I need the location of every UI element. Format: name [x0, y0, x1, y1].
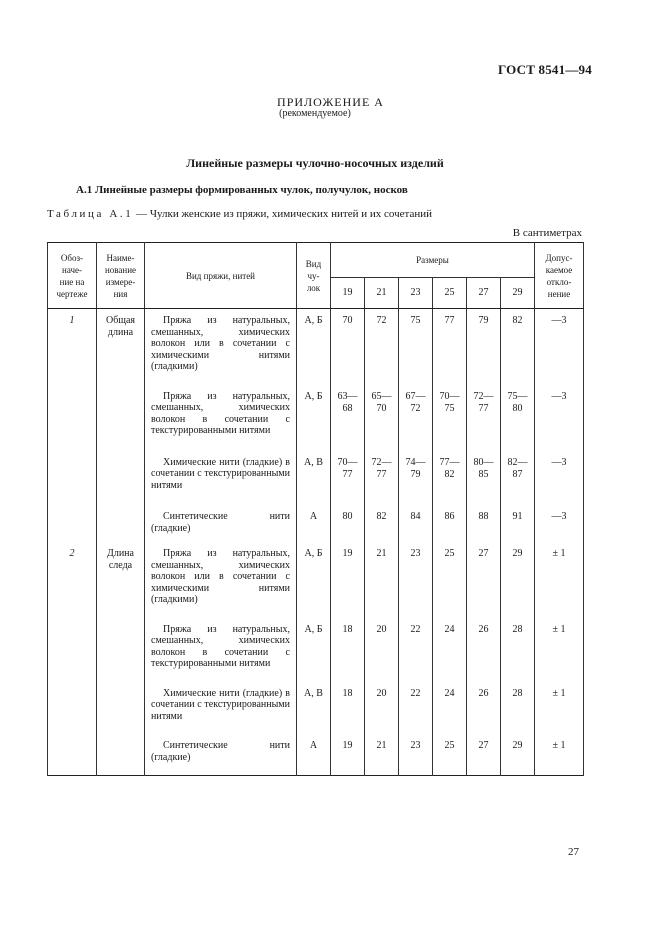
- designation-cell: 1: [48, 309, 97, 373]
- size-value-cell: 21: [365, 722, 399, 776]
- header-designation: Обоз- наче- ние на чертеже: [48, 243, 97, 309]
- size-value-cell: 19: [331, 722, 365, 776]
- tolerance-cell: ± 1: [535, 722, 584, 776]
- measurement-name-cell: [97, 606, 145, 670]
- size-value-cell: 72— 77: [365, 437, 399, 492]
- size-value-cell: 26: [467, 606, 501, 670]
- size-value-cell: 72— 77: [467, 373, 501, 437]
- table-caption-text: — Чулки женские из пряжи, химических нитей и их сочетаний: [133, 208, 433, 220]
- size-value-cell: 70: [331, 309, 365, 373]
- size-value-cell: 82— 87: [501, 437, 535, 492]
- measurement-name-cell: [97, 491, 145, 534]
- size-value-cell: 22: [399, 670, 433, 723]
- header-size-27: 27: [467, 278, 501, 309]
- size-value-cell: 22: [399, 606, 433, 670]
- yarn-type-cell: [145, 491, 297, 534]
- size-value-cell: 75: [399, 309, 433, 373]
- size-value-cell: 27: [467, 722, 501, 776]
- size-value-cell: 67— 72: [399, 373, 433, 437]
- header-size-25: 25: [433, 278, 467, 309]
- size-value-cell: 80— 85: [467, 437, 501, 492]
- size-value-cell: 86: [433, 491, 467, 534]
- measurement-name-cell: [97, 722, 145, 776]
- sizes-table: [47, 242, 584, 776]
- measurement-name-cell: [97, 437, 145, 492]
- units-note: В сантиметрах: [512, 227, 582, 239]
- yarn-type-cell: [145, 437, 297, 492]
- table-caption-lead: Таблица А.1: [47, 208, 134, 220]
- table-row: [48, 373, 584, 437]
- size-value-cell: 19: [331, 534, 365, 606]
- yarn-type-cell: [145, 606, 297, 670]
- header-size-29: 29: [501, 278, 535, 309]
- yarn-type-text: Химические нити (гладкие) в сочетании с текстурированными нитями: [151, 687, 290, 722]
- size-value-cell: 77: [433, 309, 467, 373]
- designation-cell: [48, 491, 97, 534]
- header-yarn: Вид пряжи, нитей: [145, 243, 297, 309]
- tolerance-cell: ± 1: [535, 534, 584, 606]
- designation-cell: 2: [48, 534, 97, 606]
- table-row: [48, 606, 584, 670]
- stocking-kind-cell: А: [297, 491, 331, 534]
- table-row: [48, 309, 584, 373]
- yarn-type-text: Пряжа из натуральных, смешанных, химических волокон или в сочетании с химическими нитями (гладкими): [151, 548, 290, 605]
- header-tolerance: Допус- каемое откло- нение: [535, 243, 584, 309]
- section-heading: А.1 Линейные размеры формированных чулок, получулок, носков: [76, 184, 408, 196]
- annex-subtitle: (рекомендуемое): [279, 108, 351, 119]
- yarn-type-cell: [145, 309, 297, 373]
- stocking-kind-cell: А, Б: [297, 534, 331, 606]
- yarn-type-text: Химические нити (гладкие) в сочетании с текстурированными нитями: [151, 456, 290, 491]
- header-size-21: 21: [365, 278, 399, 309]
- measurement-name-cell: [97, 373, 145, 437]
- size-value-cell: 82: [501, 309, 535, 373]
- table-row: [48, 437, 584, 492]
- measurement-name-cell: Длина следа: [97, 534, 145, 606]
- stocking-kind-cell: А, Б: [297, 309, 331, 373]
- size-value-cell: 72: [365, 309, 399, 373]
- stocking-kind-cell: А, В: [297, 437, 331, 492]
- designation-cell: [48, 437, 97, 492]
- tolerance-cell: —3: [535, 373, 584, 437]
- table-row: [48, 534, 584, 606]
- size-value-cell: 91: [501, 491, 535, 534]
- stocking-kind-cell: А, Б: [297, 373, 331, 437]
- yarn-type-text: Пряжа из натуральных, смешанных, химических волокон в сочетании с текстурированными нитями: [151, 623, 290, 669]
- size-value-cell: 29: [501, 722, 535, 776]
- designation-cell: [48, 606, 97, 670]
- stocking-kind-cell: А, Б: [297, 606, 331, 670]
- header-name: Наиме- нование измере- ния: [97, 243, 145, 309]
- tolerance-cell: ± 1: [535, 670, 584, 723]
- size-value-cell: 74— 79: [399, 437, 433, 492]
- tolerance-cell: —3: [535, 491, 584, 534]
- yarn-type-text: Синтетические нити (гладкие): [151, 511, 290, 534]
- size-value-cell: 63— 68: [331, 373, 365, 437]
- tolerance-cell: —3: [535, 309, 584, 373]
- yarn-type-text: Синтетические нити (гладкие): [151, 740, 290, 763]
- designation-cell: [48, 670, 97, 723]
- appendix-heading: Линейные размеры чулочно-носочных изделий: [186, 156, 444, 170]
- yarn-type-cell: [145, 722, 297, 776]
- page-number: 27: [568, 846, 579, 858]
- stocking-kind-cell: А, В: [297, 670, 331, 723]
- size-value-cell: 25: [433, 722, 467, 776]
- size-value-cell: 26: [467, 670, 501, 723]
- size-value-cell: 20: [365, 670, 399, 723]
- size-value-cell: 24: [433, 606, 467, 670]
- size-value-cell: 88: [467, 491, 501, 534]
- yarn-type-cell: [145, 534, 297, 606]
- yarn-type-cell: [145, 670, 297, 723]
- size-value-cell: 28: [501, 670, 535, 723]
- size-value-cell: 70— 77: [331, 437, 365, 492]
- header-size-23: 23: [399, 278, 433, 309]
- header-kind: Вид чу- лок: [297, 243, 331, 309]
- designation-cell: [48, 722, 97, 776]
- size-value-cell: 70— 75: [433, 373, 467, 437]
- stocking-kind-cell: А: [297, 722, 331, 776]
- size-value-cell: 75— 80: [501, 373, 535, 437]
- size-value-cell: 20: [365, 606, 399, 670]
- table-row: [48, 722, 584, 776]
- header-size-19: 19: [331, 278, 365, 309]
- size-value-cell: 25: [433, 534, 467, 606]
- size-value-cell: 21: [365, 534, 399, 606]
- tolerance-cell: —3: [535, 437, 584, 492]
- table-row: [48, 670, 584, 723]
- yarn-type-text: Пряжа из натуральных, смешанных, химических волокон в сочетании с текстурированными нитями: [151, 390, 290, 436]
- measurement-name-cell: Общая длина: [97, 309, 145, 373]
- size-value-cell: 28: [501, 606, 535, 670]
- size-value-cell: 65— 70: [365, 373, 399, 437]
- size-value-cell: 18: [331, 670, 365, 723]
- designation-cell: [48, 373, 97, 437]
- table-row: [48, 491, 584, 534]
- size-value-cell: 23: [399, 722, 433, 776]
- size-value-cell: 79: [467, 309, 501, 373]
- size-value-cell: 82: [365, 491, 399, 534]
- size-value-cell: 80: [331, 491, 365, 534]
- size-value-cell: 84: [399, 491, 433, 534]
- size-value-cell: 29: [501, 534, 535, 606]
- yarn-type-text: Пряжа из натуральных, смешанных, химических волокон или в сочетании с химическими нитями (гладкими): [151, 315, 290, 372]
- size-value-cell: 18: [331, 606, 365, 670]
- header-sizes: Размеры: [331, 243, 535, 278]
- measurement-name-cell: [97, 670, 145, 723]
- size-value-cell: 27: [467, 534, 501, 606]
- size-value-cell: 23: [399, 534, 433, 606]
- yarn-type-cell: [145, 373, 297, 437]
- tolerance-cell: ± 1: [535, 606, 584, 670]
- size-value-cell: 77— 82: [433, 437, 467, 492]
- table-caption: [47, 208, 432, 220]
- annex-title: ПРИЛОЖЕНИЕ А: [277, 95, 384, 109]
- standard-code: ГОСТ 8541—94: [498, 62, 592, 77]
- size-value-cell: 24: [433, 670, 467, 723]
